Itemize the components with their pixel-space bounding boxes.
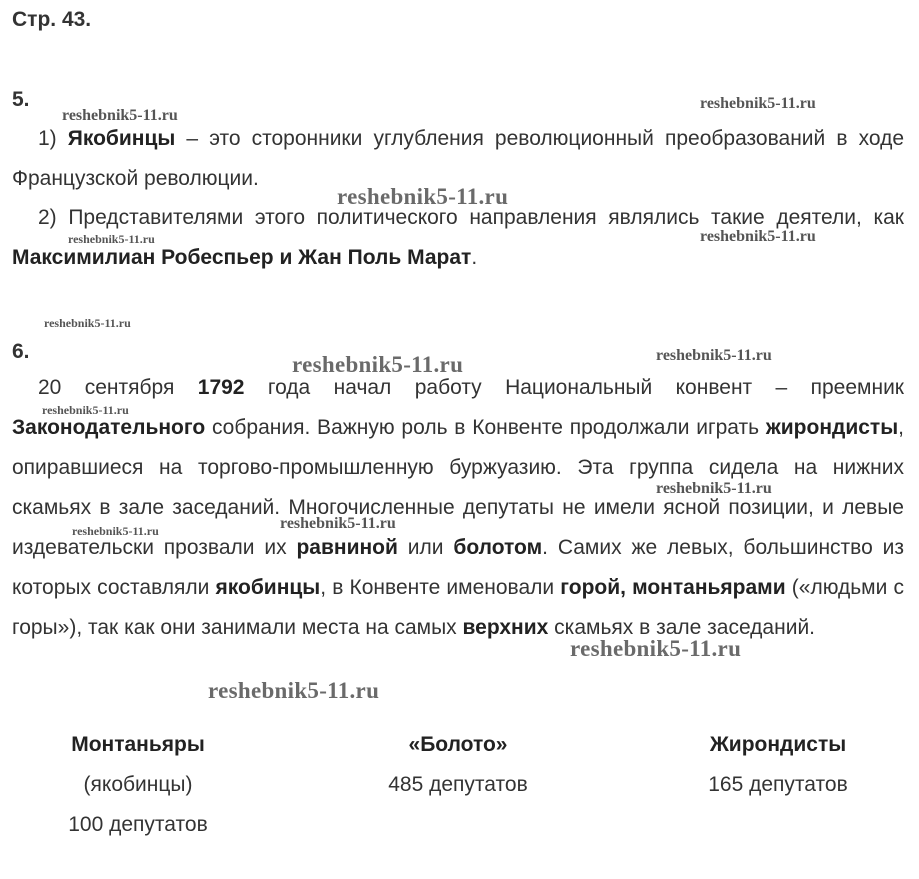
t6-text: . Самих же левых, большинство из которых составляли [12, 536, 904, 599]
watermark: reshebnik5-11.ru [72, 524, 159, 538]
watermark: reshebnik5-11.ru [700, 228, 816, 245]
watermark: reshebnik5-11.ru [570, 636, 742, 661]
t6-term: болотом [453, 536, 543, 559]
t6-text: года начал работу Национальный конвент – преемник [244, 376, 904, 399]
page-label: Стр. 43. [12, 8, 92, 31]
p1-term: Якобинцы [67, 127, 176, 150]
t6-term: жирондисты [765, 416, 899, 439]
p2-text: 2) Представителями этого политического направления являлись такие деятели, как [38, 206, 904, 229]
faction-deputies: 100 депутатов [68, 813, 208, 836]
t6-text: скамьях в зале заседаний. [548, 616, 816, 639]
watermark: reshebnik5-11.ru [280, 515, 396, 532]
watermark: reshebnik5-11.ru [62, 107, 178, 124]
watermark: reshebnik5-11.ru [656, 347, 772, 364]
watermark: reshebnik5-11.ru [292, 352, 464, 377]
faction-swamp [348, 725, 568, 805]
task-6-number: 6. [12, 340, 30, 363]
watermark: reshebnik5-11.ru [68, 232, 155, 246]
faction-head: Монтаньяры [71, 733, 205, 756]
faction-deputies: 165 депутатов [708, 773, 848, 796]
faction-deputies: 485 депутатов [388, 773, 528, 796]
t6-term: горой, монтаньярами [560, 576, 786, 599]
faction-head: Жирондисты [709, 733, 847, 756]
t6-text: или [397, 536, 454, 559]
watermark: reshebnik5-11.ru [208, 678, 380, 703]
t6-term: якобинцы [215, 576, 321, 599]
p1-text: – это сторонники углубления революционный преобразований в ходе Французской революции. [12, 127, 904, 190]
watermark: reshebnik5-11.ru [44, 316, 131, 330]
faction-head: «Болото» [408, 733, 508, 756]
p2-names: Максимилиан Робеспьер и Жан Поль Марат [12, 246, 472, 269]
t6-term: верхних [462, 616, 549, 639]
t6-year: 1792 [197, 376, 245, 399]
t6-text: собрания. Важную роль в Конвенте продолжали играть [205, 416, 766, 439]
watermark: reshebnik5-11.ru [700, 95, 816, 112]
p1-pre: 1) [38, 127, 68, 150]
faction-subtitle: (якобинцы) [83, 773, 193, 796]
p2-end: . [471, 246, 478, 269]
faction-girondins [668, 725, 888, 805]
t6-text: 20 сентября [38, 376, 198, 399]
watermark: reshebnik5-11.ru [656, 480, 772, 497]
task-6-paragraph [12, 368, 904, 648]
t6-term: равниной [296, 536, 398, 559]
t6-text: , в Конвенте именовали [320, 576, 561, 599]
t6-text: , опиравшиеся на торгово-промышленную буржуазию. Эта группа сидела на нижних скамьях в зале заседаний. Многочисленные депутаты не имели ясной позиции, и левые издевательски прозвали их [12, 416, 904, 559]
watermark: reshebnik5-11.ru [42, 403, 129, 417]
task-5-number: 5. [12, 88, 30, 111]
t6-term: Законодательного [12, 416, 206, 439]
t6-text: («людьми с горы»), так как они занимали места на самых [12, 576, 904, 639]
watermark: reshebnik5-11.ru [337, 184, 509, 209]
faction-montagnards [28, 725, 248, 845]
